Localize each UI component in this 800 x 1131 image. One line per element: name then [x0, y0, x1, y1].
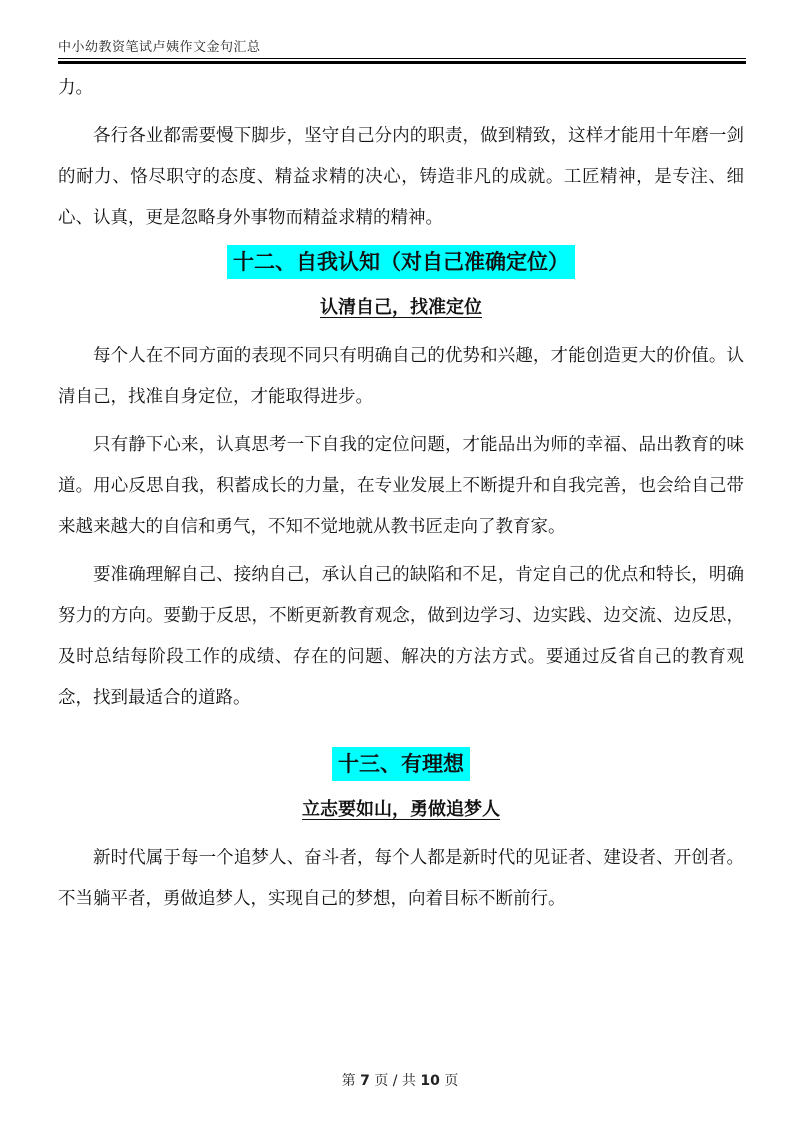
- current-page-number: 7: [360, 1073, 370, 1089]
- section-13-heading-wrap: [58, 747, 744, 781]
- section-12-subheading: 认清自己，找准定位: [320, 297, 482, 318]
- intro-continued-text: 力。: [58, 78, 93, 98]
- page-label-suffix: 页: [444, 1073, 459, 1089]
- section-12-paragraph-2: 只有静下心来，认真思考一下自我的定位问题，才能品出为师的幸福、品出教育的味道。用心反思自我，积蓄成长的力量，在专业发展上不断提升和自我完善，也会给自己带来越来越大的自信和勇气，不知不觉地就从教书匠走向了教育家。: [58, 435, 744, 537]
- page-footer: [0, 1070, 800, 1090]
- section-12-paragraph-1: 每个人在不同方面的表现不同只有明确自己的优势和兴趣，才能创造更大的价值。认清自己，找准自身定位，才能取得进步。: [58, 346, 744, 407]
- section-12-paragraph-3: 要准确理解自己、接纳自己，承认自己的缺陷和不足，肯定自己的优点和特长，明确努力的方向。要勤于反思，不断更新教育观念，做到边学习、边实践、边交流、边反思，及时总结每阶段工作的成绩、存在的问题、解决的方法方式。要通过反省自己的教育观念，找到最适合的道路。: [58, 565, 744, 708]
- total-page-number: 10: [420, 1073, 440, 1089]
- page-content: [58, 68, 744, 920]
- section-12-heading-wrap: [58, 245, 744, 279]
- section-13-paragraph-1: 新时代属于每一个追梦人、奋斗者，每个人都是新时代的见证者、建设者、开创者。不当躺平者，勇做追梦人，实现自己的梦想，向着目标不断前行。: [58, 848, 744, 909]
- section-13-heading: 十三、有理想: [332, 747, 470, 781]
- header-rule-thick: [58, 61, 746, 64]
- document-header-title: 中小幼教资笔试卢姨作文金句汇总: [58, 40, 261, 55]
- page-label-mid: 页 / 共: [374, 1073, 416, 1089]
- page-label-prefix: 第: [341, 1073, 356, 1089]
- intro-paragraph: 各行各业都需要慢下脚步，坚守自己分内的职责，做到精致，这样才能用十年磨一剑的耐力、恪尽职守的态度、精益求精的决心，铸造非凡的成就。工匠精神，是专注、细心、认真，更是忽略身外事物而精益求精的精神。: [58, 126, 744, 228]
- section-12-heading: 十二、自我认知（对自己准确定位）: [227, 245, 575, 279]
- section-13-subheading: 立志要如山，勇做追梦人: [302, 799, 500, 820]
- header-rule-thin: [58, 58, 746, 59]
